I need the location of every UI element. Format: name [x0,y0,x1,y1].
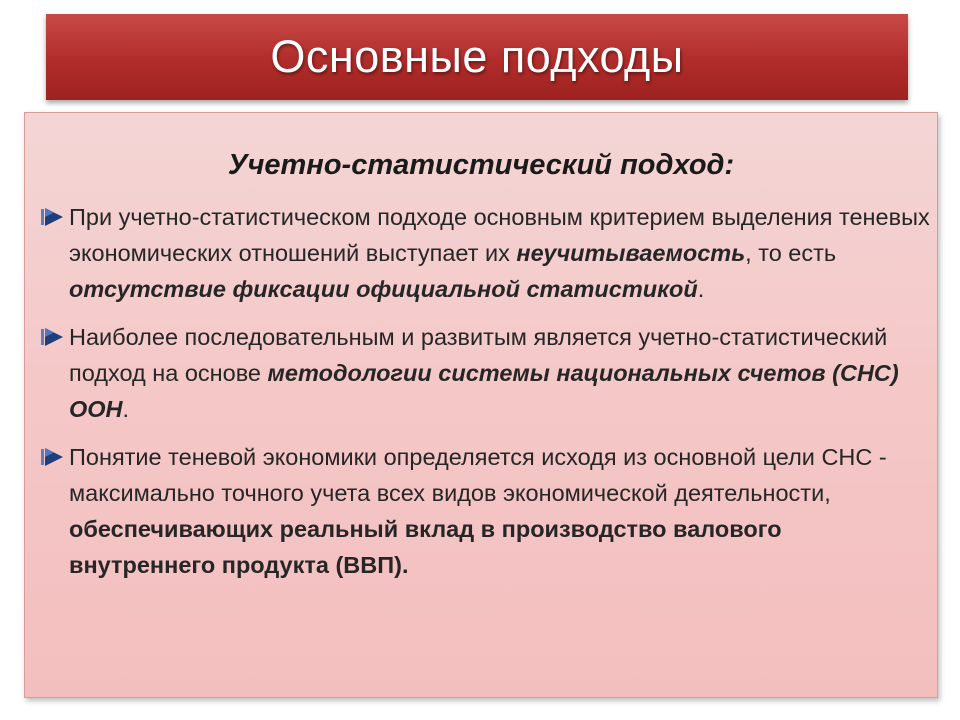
bullet-1-seg-4: отсутствие фиксации официальной статистикой [69,276,698,302]
bullet-2-seg-1: Наиболее последовательным и развитым является учетно-статистический подход на основе [69,324,888,386]
bullet-1-seg-2: неучитываемость [516,240,746,266]
bullet-2-seg-3: . [122,396,130,422]
bullet-item-2 [41,319,931,427]
bullet-item-3 [41,439,931,583]
blue-arrow-bullet-icon [41,206,65,228]
title-bar [46,14,908,100]
blue-arrow-bullet-icon [41,446,65,468]
bullet-1-seg-5: . [697,276,705,302]
content-box [24,112,938,698]
slide-title: Основные подходы [270,31,684,82]
bullet-list [41,199,931,595]
section-subtitle: Учетно-статистический подход: [227,149,735,181]
bullet-3-seg-1: Понятие теневой экономики определяется исходя из основной цели СНС - максимально точного учета всех видов экономической деятельности, [69,444,887,506]
bullet-2-seg-2: методологии системы национальных счетов (СНС) ООН [69,360,899,422]
bullet-1-seg-1: При учетно-статистическом подходе основным критерием выделения теневых экономических отношений выступает их [69,204,930,266]
bullet-1-seg-3: , то есть [745,240,837,266]
blue-arrow-bullet-icon [41,326,65,348]
bullet-3-seg-2: обеспечивающих реальный вклад в производство валового внутреннего продукта (ВВП). [69,516,782,578]
bullet-item-1 [41,199,931,307]
